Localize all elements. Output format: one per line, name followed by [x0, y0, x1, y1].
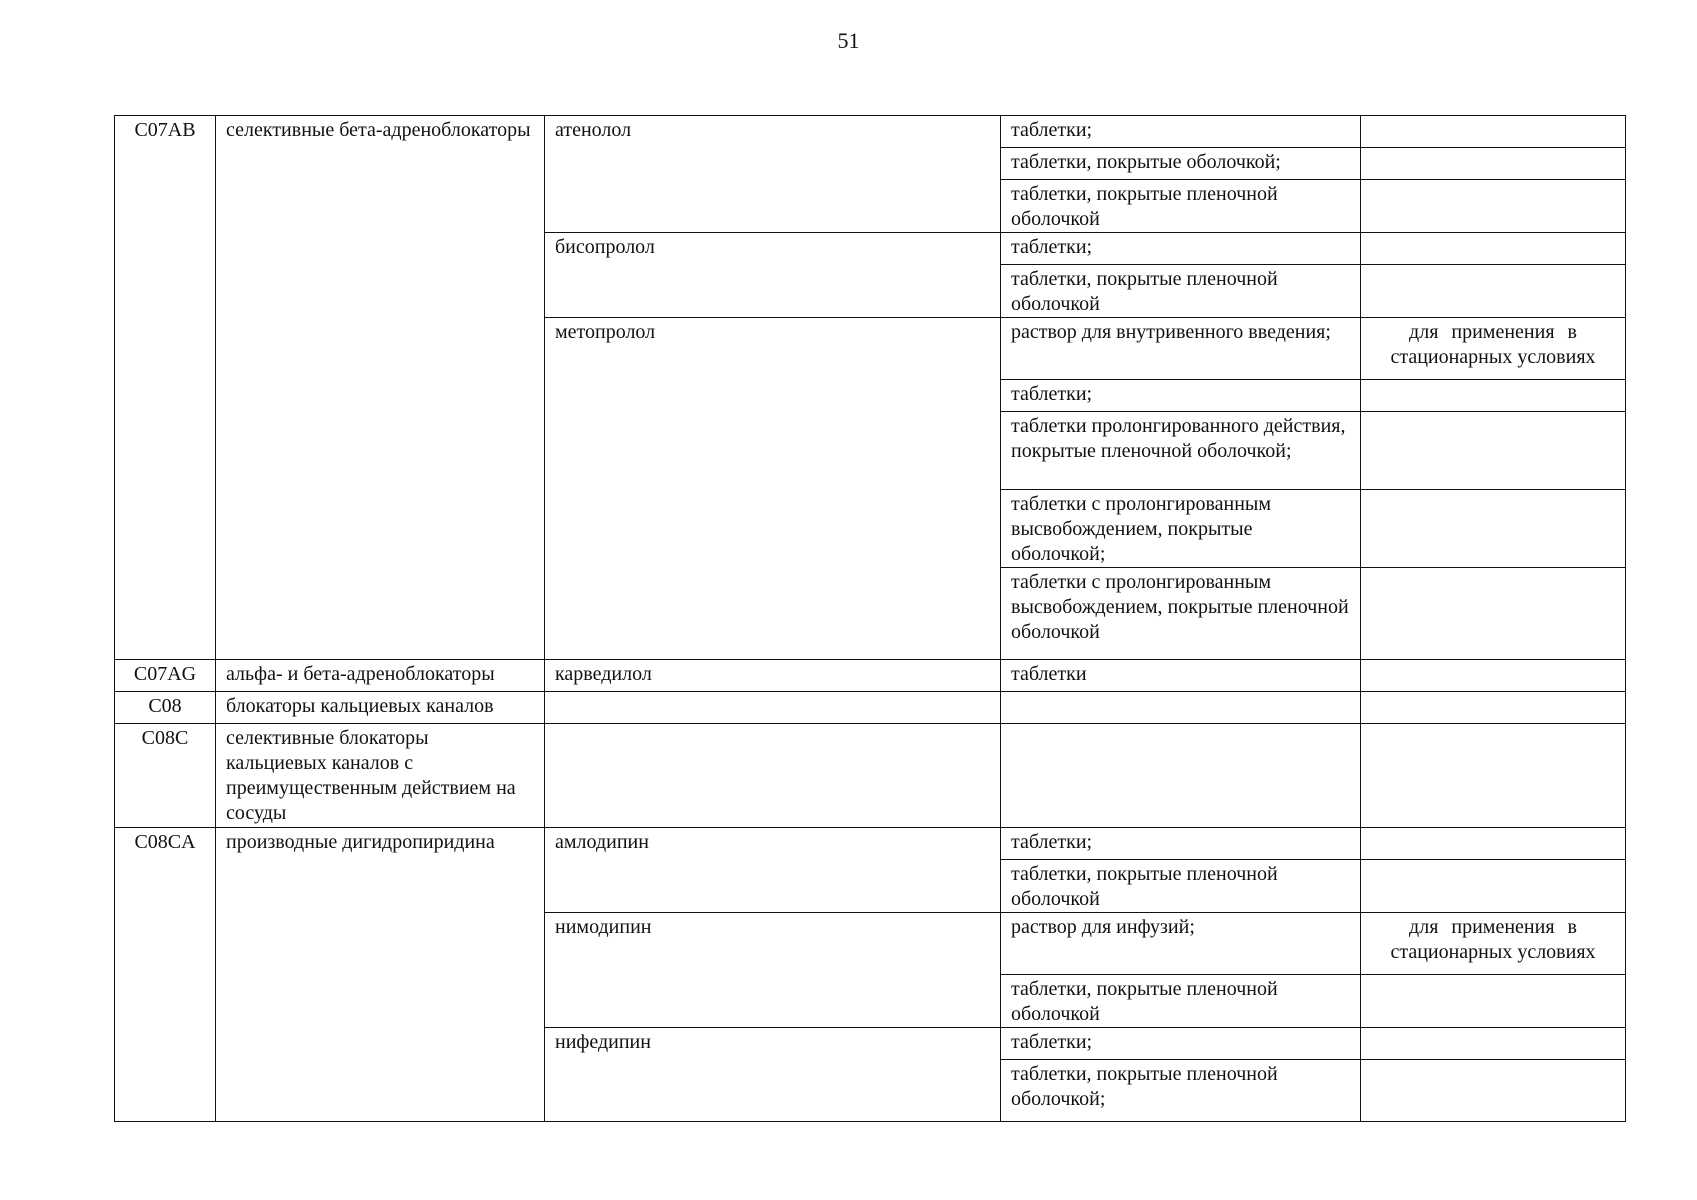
dosage-form-cell: таблетки; — [1001, 233, 1361, 265]
drug-name-cell — [545, 692, 1001, 724]
dosage-form-cell: таблетки с пролонгированным высвобождением, покрытые пленочной оболочкой — [1001, 568, 1361, 660]
dosage-form-cell: таблетки с пролонгированным высвобождением, покрытые оболочкой; — [1001, 490, 1361, 568]
group-name-cell: селективные бета-адреноблокаторы — [216, 116, 545, 660]
usage-note-line: для применения в — [1409, 321, 1577, 343]
dosage-form-cell: таблетки; — [1001, 828, 1361, 860]
dosage-form-cell: таблетки, покрытые пленочной оболочкой — [1001, 180, 1361, 233]
drug-name-cell: атенолол — [545, 116, 1001, 233]
usage-note-cell — [1361, 490, 1626, 568]
dosage-form-cell: таблетки; — [1001, 380, 1361, 412]
dosage-form-cell: таблетки, покрытые оболочкой; — [1001, 148, 1361, 180]
usage-note-cell — [1361, 265, 1626, 318]
usage-note-cell — [1361, 1028, 1626, 1060]
dosage-form-cell: таблетки, покрытые пленочной оболочкой — [1001, 975, 1361, 1028]
drug-name-cell: бисопролол — [545, 233, 1001, 318]
dosage-form-cell: раствор для внутривенного введения; — [1001, 318, 1361, 380]
usage-note-cell — [1361, 692, 1626, 724]
dosage-form-cell: таблетки; — [1001, 1028, 1361, 1060]
usage-note-cell — [1361, 913, 1626, 975]
dosage-form-cell: таблетки, покрытые пленочной оболочкой — [1001, 860, 1361, 913]
group-name-cell: селективные блокаторы кальциевых каналов с преимущественным действием на сосуды — [216, 724, 545, 828]
group-name-cell: блокаторы кальциевых каналов — [216, 692, 545, 724]
dosage-form-cell: таблетки — [1001, 660, 1361, 692]
usage-note-cell — [1361, 318, 1626, 380]
table-row — [115, 828, 1626, 860]
usage-note-line: стационарных условиях — [1390, 941, 1596, 963]
drug-name-cell: карведилол — [545, 660, 1001, 692]
usage-note-cell — [1361, 724, 1626, 828]
table-row — [115, 660, 1626, 692]
usage-note-cell — [1361, 975, 1626, 1028]
dosage-form-cell — [1001, 692, 1361, 724]
usage-note-cell — [1361, 1060, 1626, 1122]
group-name-cell: альфа- и бета-адреноблокаторы — [216, 660, 545, 692]
usage-note-line: для применения в — [1409, 916, 1577, 938]
dosage-form-cell: таблетки, покрытые пленочной оболочкой — [1001, 265, 1361, 318]
drug-name-cell: нимодипин — [545, 913, 1001, 1028]
dosage-form-cell: таблетки, покрытые пленочной оболочкой; — [1001, 1060, 1361, 1122]
usage-note-cell — [1361, 828, 1626, 860]
usage-note-cell — [1361, 660, 1626, 692]
table-row — [115, 116, 1626, 148]
drug-name-cell: нифедипин — [545, 1028, 1001, 1122]
dosage-form-cell — [1001, 724, 1361, 828]
usage-note-cell — [1361, 568, 1626, 660]
dosage-form-cell: таблетки пролонгированного действия, покрытые пленочной оболочкой; — [1001, 412, 1361, 490]
table-row — [115, 724, 1626, 828]
usage-note-cell — [1361, 148, 1626, 180]
drug-name-cell: метопролол — [545, 318, 1001, 660]
usage-note-cell — [1361, 412, 1626, 490]
group-name-cell: производные дигидропиридина — [216, 828, 545, 1122]
usage-note-cell — [1361, 860, 1626, 913]
usage-note-cell — [1361, 233, 1626, 265]
page-number: 51 — [837, 28, 860, 53]
dosage-form-cell: таблетки; — [1001, 116, 1361, 148]
atc-code-cell: C08C — [115, 724, 216, 828]
drug-name-cell: амлодипин — [545, 828, 1001, 913]
usage-note-line: стационарных условиях — [1390, 346, 1596, 368]
atc-code-cell: C08CA — [115, 828, 216, 1122]
drug-name-cell — [545, 724, 1001, 828]
table-row — [115, 692, 1626, 724]
usage-note-cell — [1361, 180, 1626, 233]
usage-note-cell — [1361, 116, 1626, 148]
drug-list-table — [114, 115, 1626, 1122]
dosage-form-cell: раствор для инфузий; — [1001, 913, 1361, 975]
atc-code-cell: C07AG — [115, 660, 216, 692]
atc-code-cell: C07AB — [115, 116, 216, 660]
atc-code-cell: C08 — [115, 692, 216, 724]
usage-note-cell — [1361, 380, 1626, 412]
